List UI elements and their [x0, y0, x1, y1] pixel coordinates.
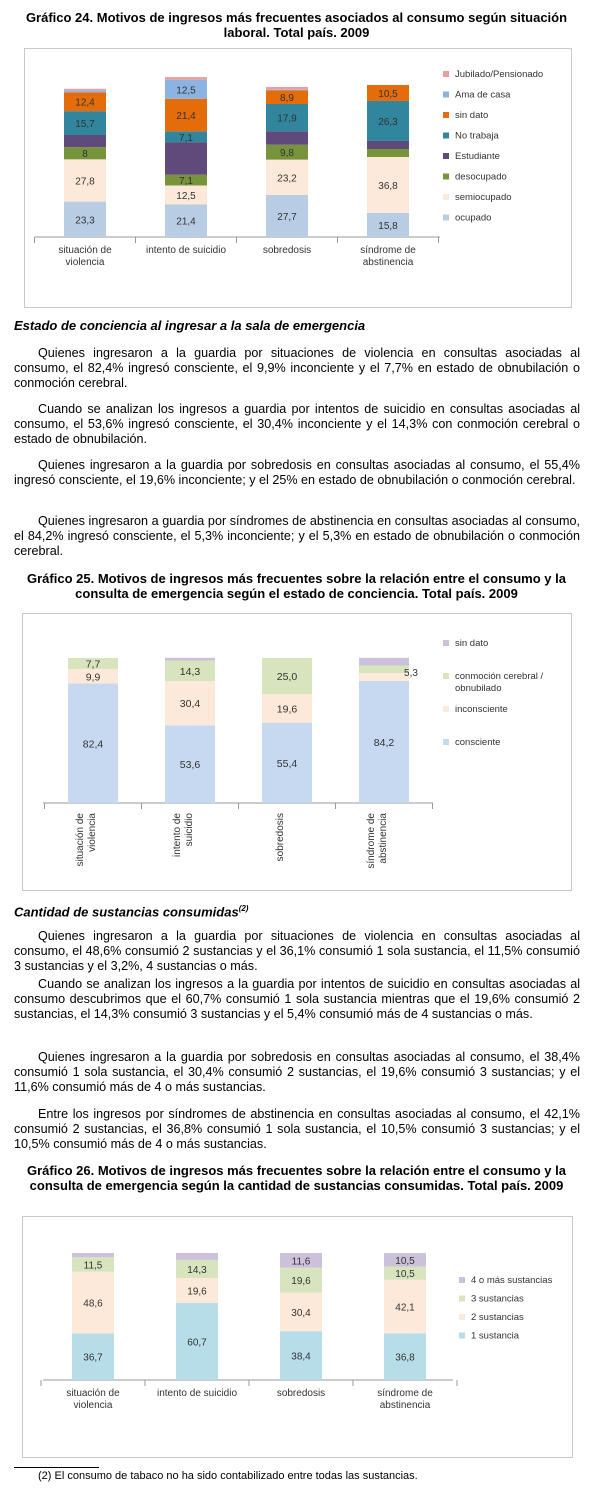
data-label: 7,1: [179, 132, 193, 144]
x-tick-label: sobredosis: [262, 245, 312, 256]
figure-25-svg: [23, 614, 571, 890]
data-label: 27,8: [75, 176, 95, 188]
section-heading-sustancias: [14, 904, 248, 919]
data-label: 17,9: [277, 113, 297, 125]
legend-label: Ama de casa: [455, 89, 511, 101]
section-heading-text: Cantidad de sustancias consumidas: [14, 904, 239, 920]
data-label: 10,5: [395, 1269, 415, 1281]
legend-swatch: [443, 112, 449, 118]
legend-swatch: [443, 92, 449, 98]
data-label: 48,6: [83, 1298, 103, 1310]
x-tick-label: violencia: [73, 1400, 113, 1411]
legend-label: 3 sustancias: [471, 1293, 524, 1305]
figure-25-title: Gráfico 25. Motivos de ingresos más frecuentes sobre la relación entre el consumo y la consulta de emergencia según el estado de conciencia. Total país. 2009: [27, 571, 566, 601]
x-tick-label: abstinencia: [379, 1400, 431, 1411]
data-label: 12,4: [75, 97, 95, 109]
x-tick-label: situación de: [66, 1388, 120, 1399]
data-label: 23,2: [277, 173, 297, 185]
bar-segment-jubilado-pensionado: [266, 87, 308, 90]
x-tick-label: intento de suicidio: [145, 245, 227, 256]
legend-swatch: [459, 1296, 465, 1302]
legend-label: sin dato: [455, 110, 489, 121]
paragraph: Cuando se analizan los ingresos a guardia por intentos de suicidio en consultas asociadas al consumo, el 53,6% ingresó consciente, el 30,4% inconciente y el 14,3% con conmoción cerebral o estado de obnubilación.: [14, 402, 580, 446]
bar-segment-estudiante: [165, 142, 207, 175]
footnote-ref: (2): [238, 904, 249, 913]
data-label: 9,8: [280, 148, 294, 160]
legend-label: desocupado: [455, 171, 507, 183]
data-label: 23,3: [75, 215, 95, 227]
x-tick-label: intento de suicidio: [156, 1388, 238, 1399]
figure-25-chart: [22, 613, 572, 891]
bar-segment-estudiante: [64, 135, 106, 147]
legend-label: Jubilado/Pensionado: [455, 69, 544, 80]
x-tick-label: violencia: [87, 813, 98, 852]
section-heading-conciencia: Estado de conciencia al ingresar a la sala de emergencia: [14, 318, 366, 333]
paragraph: Quienes ingresaron a la guardia por sobredosis en consultas asociadas al consumo, el 38,4% consumió 1 sola sustancia, el 30,4% consumió 2 sustancias, el 19,6% consumió 3 sustancias; y el 11,6% consumió más de 4 o más sustancias.: [14, 1050, 580, 1094]
legend-swatch: [443, 153, 449, 159]
bar-segment-estudiante: [367, 141, 409, 149]
legend-label: No trabaja: [455, 130, 499, 142]
x-tick-label: abstinencia: [378, 813, 389, 864]
bar-segment-ama-de-casa: [266, 90, 308, 91]
figure-24-chart: [24, 48, 572, 308]
paragraph: Quienes ingresaron a guardia por síndromes de abstinencia en consultas asociadas al consumo, el 84,2% ingresó consciente, el 5,3% inconciente; y el 5,3% en estado de obnubilación o conmoción cerebral.: [14, 514, 580, 558]
paragraph: Quienes ingresaron a la guardia por situaciones de violencia en consultas asociadas al consumo, el 48,6% consumió 2 sustancias y el 36,1% consumió 1 sola sustancia, el 11,5% consumió 3 sustancias y el 3,2%, 4 sustancias o más.: [14, 929, 580, 973]
legend-swatch: [443, 215, 449, 221]
paragraph: Quienes ingresaron a la guardia por sobredosis en consultas asociadas al consumo, el 55,4% ingresó consciente, el 19,6% inconciente; y el 25% en estado de obnubilación o conmoción cerebral.: [14, 458, 580, 487]
data-label: 53,6: [179, 759, 201, 772]
figure-24-title: Gráfico 24. Motivos de ingresos más frecuentes asociados al consumo según situación laboral. Total país. 2009: [25, 10, 568, 40]
paragraph: Cuando se analizan los ingresos a la guardia por intentos de suicidio en consultas asociadas al consumo descubrimos que el 60,7% consumió 1 sola sustancia mientras que el 19,6% consumió 2 sustancias, el 14,3% consumió 3 sustancias y el 5,4% consumió más de 4 sustancias o más.: [14, 977, 580, 1021]
data-label: 15,7: [75, 119, 95, 131]
data-label: 14,3: [187, 1264, 207, 1276]
data-label: 84,2: [373, 736, 395, 749]
legend-swatch: [443, 71, 449, 77]
legend-swatch: [459, 1333, 465, 1339]
bar-segment-ama-de-casa: [64, 90, 106, 92]
x-tick-label: sobredosis: [276, 1388, 326, 1399]
bar-segment-4-o-mas-sustancias: [176, 1253, 218, 1260]
data-label: 25,0: [276, 671, 298, 684]
legend-label: 2 sustancias: [471, 1312, 524, 1323]
data-label: 36,8: [378, 181, 398, 193]
data-label: 12,5: [176, 190, 196, 202]
legend-swatch: [459, 1314, 465, 1320]
legend-swatch: [443, 174, 449, 180]
data-label: 12,5: [176, 85, 196, 97]
paragraph: Entre los ingresos por síndromes de abstinencia en consultas asociadas al consumo, el 42,1% consumió 2 sustancias, el 36,8% consumió 1 sola sustancia, el 10,5% consumió 3 sustancias; y el 10,5% consumió más de 4 o más sustancias.: [14, 1107, 580, 1151]
legend-label: inconsciente: [455, 704, 508, 715]
data-label: 36,7: [83, 1352, 103, 1364]
legend-swatch: [443, 739, 449, 745]
legend-swatch: [459, 1277, 465, 1283]
data-label: 21,4: [176, 216, 196, 228]
data-label: 11,5: [83, 1260, 103, 1272]
legend-swatch: [443, 640, 449, 646]
data-label: 11,6: [291, 1256, 311, 1268]
data-label: 7,7: [85, 658, 101, 671]
figure-26-svg: [23, 1217, 572, 1457]
data-label: 8,9: [280, 93, 294, 105]
figure-26-title: Gráfico 26. Motivos de ingresos más frecuentes sobre la relación entre el consumo y la consulta de emergencia según la cantidad de sustancias consumidas. Total país. 2009: [27, 1163, 566, 1193]
data-label: 8: [82, 149, 88, 161]
data-label: 15,8: [378, 220, 398, 232]
legend-swatch: [443, 706, 449, 712]
x-tick-label: síndrome de: [366, 813, 377, 869]
data-label: 30,4: [291, 1307, 311, 1319]
x-tick-label: abstinencia: [362, 257, 414, 268]
bar-segment-4-o-mas-sustancias: [72, 1253, 114, 1257]
x-tick-label: síndrome de: [377, 1388, 433, 1399]
figure-26-chart: [22, 1216, 573, 1458]
legend-swatch: [443, 133, 449, 139]
data-label: 42,1: [395, 1302, 415, 1314]
bar-segment-sin-dato: [359, 658, 409, 666]
data-label: 36,8: [395, 1352, 415, 1364]
x-tick-label: intento de: [172, 813, 183, 857]
figure-24-svg: [25, 49, 571, 307]
data-label: 19,6: [291, 1276, 311, 1288]
legend-label: consciente: [455, 737, 501, 748]
legend-label: obnubilado: [455, 683, 502, 694]
legend-label: 1 sustancia: [471, 1330, 520, 1342]
data-label: 30,4: [179, 698, 201, 711]
bar-segment-jubilado-pensionado: [165, 77, 207, 80]
x-tick-label: violencia: [65, 257, 105, 268]
data-label: 55,4: [276, 757, 298, 770]
data-label: 60,7: [187, 1337, 207, 1349]
data-label: 27,7: [277, 211, 297, 223]
x-tick-label: situación de: [75, 813, 86, 867]
bar-segment-conmocion-cerebral-obnubilado: [359, 666, 409, 674]
data-label: 5,3: [404, 668, 418, 679]
x-tick-label: situación de: [58, 245, 112, 256]
legend-swatch: [443, 194, 449, 200]
legend-label: sin dato: [455, 638, 489, 649]
data-label: 21,4: [176, 111, 196, 123]
data-label: 14,3: [179, 665, 201, 678]
data-label: 7,1: [179, 176, 193, 188]
bar-segment-jubilado-pensionado: [64, 89, 106, 91]
x-tick-label: síndrome de: [360, 245, 416, 256]
x-tick-label: sobredosis: [275, 813, 286, 862]
x-tick-label: suicidio: [184, 813, 195, 847]
legend-swatch: [443, 673, 449, 679]
footnote: (2) El consumo de tabaco no ha sido contabilizado entre todas las sustancias.: [38, 1470, 418, 1482]
data-label: 19,6: [187, 1286, 207, 1298]
legend-label: conmoción cerebral /: [455, 671, 544, 682]
legend-label: ocupado: [455, 212, 492, 224]
data-label: 10,5: [395, 1255, 415, 1267]
legend-label: Estudiante: [455, 151, 500, 162]
legend-label: 4 o más sustancias: [471, 1275, 553, 1286]
data-label: 10,5: [378, 88, 398, 100]
legend-label: semiocupado: [455, 192, 512, 203]
bar-segment-inconsciente: [359, 673, 409, 681]
data-label: 19,6: [276, 703, 298, 716]
data-label: 26,3: [378, 116, 398, 128]
bar-segment-estudiante: [266, 131, 308, 145]
paragraph: Quienes ingresaron a la guardia por situaciones de violencia en consultas asociadas al consumo, el 82,4% ingresó consciente, el 9,9% inconciente y el 7,7% en estado de obnubilación o conmoción cerebral.: [14, 346, 580, 390]
data-label: 82,4: [82, 738, 104, 751]
data-label: 9,9: [85, 671, 101, 684]
bar-segment-sin-dato: [165, 658, 215, 661]
data-label: 38,4: [291, 1351, 311, 1363]
footnote-rule: [14, 1467, 99, 1468]
bar-segment-desocupado: [367, 149, 409, 157]
